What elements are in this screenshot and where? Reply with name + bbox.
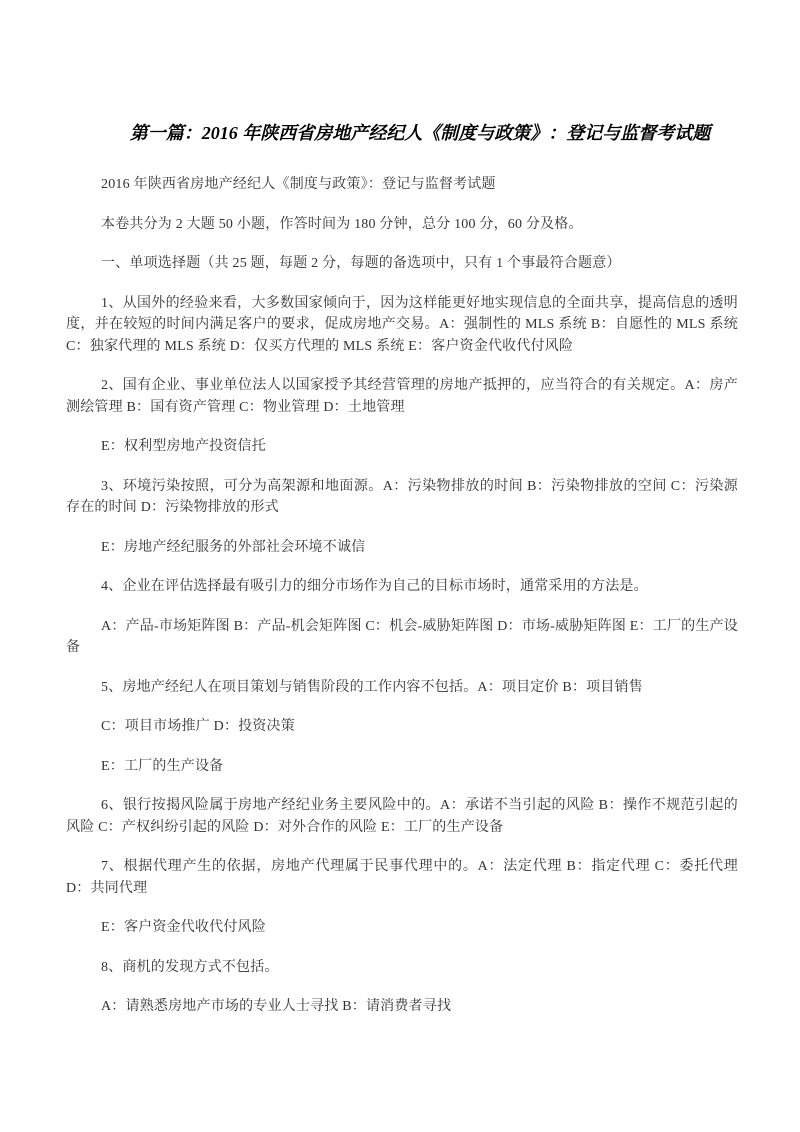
paragraph-question-4: 4、企业在评估选择最有吸引力的细分市场作为自己的目标市场时，通常采用的方法是。 bbox=[101, 579, 648, 594]
paragraph-question-8-options-ab: A：请熟悉房地产市场的专业人士寻找 B：请消费者寻找 bbox=[101, 999, 452, 1014]
document-title: 第一篇：2016 年陕西省房地产经纪人《制度与政策》：登记与监督考试题 bbox=[129, 123, 711, 143]
paragraph-question-7-option-e: E：客户资金代收代付风险 bbox=[101, 920, 266, 935]
paragraph-question-5-options-cd: C：项目市场推广 D：投资决策 bbox=[101, 719, 295, 734]
paragraph-section-heading: 一、单项选择题（共 25 题，每题 2 分，每题的备选项中，只有 1 个事最符合题意） bbox=[101, 256, 621, 271]
paragraph-question-3: 3、环境污染按照，可分为高架源和地面源。A：污染物排放的时间 B：污染物排放的空间 C：污染源存在的时间 D：污染物排放的形式 bbox=[66, 478, 738, 515]
paragraph-question-2-option-e: E：权利型房地产投资信托 bbox=[101, 439, 266, 454]
paragraph-question-7: 7、根据代理产生的依据，房地产代理属于民事代理中的。A：法定代理 B：指定代理 C：委托代理 D：共同代理 bbox=[66, 859, 738, 896]
paragraph-question-2: 2、国有企业、事业单位法人以国家授予其经营管理的房地产抵押的，应当符合的有关规定。A：房产测绘管理 B：国有资产管理 C：物业管理 D：土地管理 bbox=[66, 378, 738, 415]
paragraph-question-5-option-e: E：工厂的生产设备 bbox=[101, 758, 224, 774]
paragraph-question-8: 8、商机的发现方式不包括。 bbox=[101, 959, 279, 975]
paragraph-question-1: 1、从国外的经验来看，大多数国家倾向于，因为这样能更好地实现信息的全面共享，提高信息的透明度，并在较短的时间内满足客户的要求，促成房地产交易。A：强制性的 MLS 系统 B：自愿性的 MLS 系统 C：独家代理的 MLS 系统 D：仅买方代理的 MLS 系统 E：客户资金代收代付风险 bbox=[66, 295, 738, 354]
paragraph-exam-info: 本卷共分为 2 大题 50 小题，作答时间为 180 分钟，总分 100 分，60 分及格。 bbox=[101, 216, 583, 232]
paragraph-subtitle: 2016 年陕西省房地产经纪人《制度与政策》：登记与监督考试题 bbox=[101, 177, 496, 192]
paragraph-question-4-options: A：产品-市场矩阵图 B：产品-机会矩阵图 C：机会-威胁矩阵图 D：市场-威胁矩阵图 E：工厂的生产设备 bbox=[66, 618, 738, 655]
paragraph-question-6: 6、银行按揭风险属于房地产经纪业务主要风险中的。A：承诺不当引起的风险 B：操作不规范引起的风险 C：产权纠纷引起的风险 D：对外合作的风险 E：工厂的生产设备 bbox=[66, 798, 738, 835]
paragraph-question-3-option-e: E：房地产经纪服务的外部社会环境不诚信 bbox=[101, 539, 366, 555]
paragraph-question-5: 5、房地产经纪人在项目策划与销售阶段的工作内容不包括。A：项目定价 B：项目销售 bbox=[101, 679, 643, 695]
